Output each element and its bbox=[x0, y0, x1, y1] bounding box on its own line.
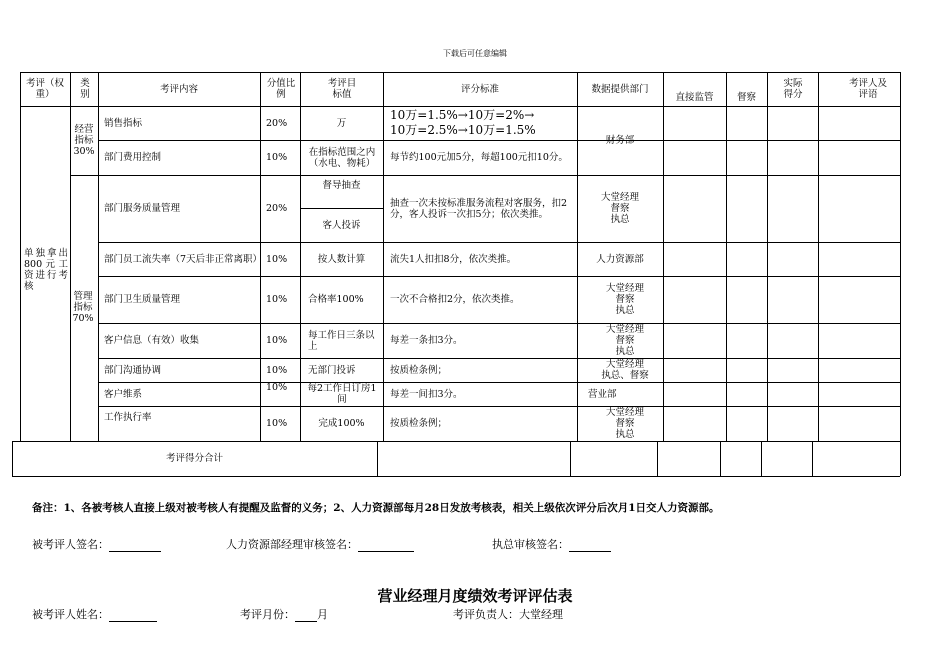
header-category: 类别 bbox=[80, 78, 90, 100]
row-ratio: 10% bbox=[266, 253, 288, 265]
row-target: 万 bbox=[336, 117, 347, 129]
row-ratio: 10% bbox=[266, 152, 288, 163]
row-ratio: 10% bbox=[266, 418, 288, 429]
sign-exec: 执总审核签名： bbox=[492, 536, 611, 552]
category-mgmt: 管理指标70% bbox=[72, 290, 94, 324]
header-supervise: 督察 bbox=[736, 91, 756, 103]
total-label: 考评得分合计 bbox=[165, 453, 223, 464]
row-dept: 大堂经理 督察 执总 bbox=[600, 192, 639, 225]
row-target-b: 客人投诉 bbox=[322, 219, 361, 231]
row-content: 部门费用控制 bbox=[104, 152, 162, 163]
row-standard: 按质检条例； bbox=[390, 418, 448, 429]
row-standard: 10万=1.5%→10万=2%→ 10万=2.5%→10万=1.5% bbox=[390, 108, 536, 137]
form-title: 营业经理月度绩效考评评估表 bbox=[377, 587, 573, 605]
row-standard: 按质检条例； bbox=[390, 364, 448, 376]
row-dept: 大堂经理 执总、督察 bbox=[601, 359, 649, 381]
top-note: 下载后可任意编辑 bbox=[443, 49, 507, 58]
header-reviewer: 考评人及评语 bbox=[848, 78, 887, 100]
row-target-a: 督导抽查 bbox=[322, 179, 361, 191]
footer-month: 考评月份： 月 bbox=[240, 608, 328, 621]
row-ratio: 10% bbox=[266, 381, 288, 393]
header-content: 考评内容 bbox=[159, 83, 198, 95]
row-dept: 营业部 bbox=[588, 388, 617, 400]
row-content: 部门卫生质量管理 bbox=[104, 294, 181, 305]
row-target: 在指标范围之内（水电、物耗） bbox=[308, 146, 376, 169]
row-content: 部门服务质量管理 bbox=[104, 203, 181, 214]
row-dept: 大堂经理 督察 执总 bbox=[605, 407, 644, 440]
row-content: 客户信息（有效）收集 bbox=[104, 335, 200, 346]
header-ratio: 分值比例 bbox=[266, 78, 296, 100]
row-standard: 每差一间扣3分。 bbox=[390, 388, 463, 400]
row-dept: 大堂经理 督察 执总 bbox=[605, 283, 644, 316]
row-ratio: 10% bbox=[266, 294, 288, 305]
row-standard: 抽查一次未按标准服务流程对客服务，扣2分，客人投诉一次扣5分；依次类推。 bbox=[390, 197, 568, 220]
sign-hr-blank[interactable] bbox=[358, 539, 414, 552]
row-content: 部门沟通协调 bbox=[104, 364, 162, 376]
row-standard: 每节约100元加5分，每超100元扣10分。 bbox=[390, 152, 568, 163]
row-target: 按人数计算 bbox=[317, 253, 366, 265]
month-blank[interactable] bbox=[295, 609, 317, 622]
row-target: 每2工作日订房1间 bbox=[307, 383, 377, 405]
header-actual: 实际得分 bbox=[783, 78, 803, 100]
row-dept: 财务部 bbox=[605, 135, 635, 146]
footer-name: 被考评人姓名： bbox=[32, 606, 157, 622]
header-target: 考评目标值 bbox=[327, 78, 357, 100]
footer-owner: 考评负责人：大堂经理 bbox=[453, 608, 563, 621]
remark: 备注：1、各被考核人直接上级对被考核人有提醒及监督的义务；2、人力资源部每月28日发放考核表，相关上级依次评分后次月1日交人力资源部。 bbox=[32, 502, 720, 514]
row-content: 部门员工流失率（7天后非正常离职） bbox=[104, 253, 263, 265]
row-target: 每工作日三条以上 bbox=[308, 329, 375, 352]
row-standard: 一次不合格扣2分，依次类推。 bbox=[390, 294, 520, 305]
row-dept: 大堂经理 督察 执总 bbox=[605, 324, 644, 357]
row-content: 客户维系 bbox=[104, 388, 143, 400]
weight-cell: 单独拿出800元工资进行考核 bbox=[24, 248, 68, 292]
sign-evaluatee-blank[interactable] bbox=[109, 539, 161, 552]
header-direct: 直接监管 bbox=[675, 91, 714, 103]
category-ops: 经营指标30% bbox=[73, 124, 95, 157]
sign-hr: 人力资源部经理审核签名： bbox=[226, 536, 414, 552]
row-content: 销售指标 bbox=[104, 117, 143, 129]
row-content: 工作执行率 bbox=[104, 412, 152, 423]
row-standard: 每差一条扣3分。 bbox=[390, 335, 463, 346]
sign-evaluatee: 被考评人签名： bbox=[32, 536, 161, 552]
sign-exec-blank[interactable] bbox=[569, 539, 611, 552]
row-ratio: 10% bbox=[266, 335, 288, 346]
row-ratio: 20% bbox=[266, 117, 288, 129]
name-blank[interactable] bbox=[109, 609, 157, 622]
row-standard: 流失1人扣扣8分，依次类推。 bbox=[390, 253, 517, 265]
row-target: 完成100% bbox=[318, 418, 365, 429]
header-standard: 评分标准 bbox=[460, 83, 499, 95]
row-target: 合格率100% bbox=[308, 294, 364, 305]
header-weight: 考评（权重） bbox=[25, 78, 64, 100]
header-dept: 数据提供部门 bbox=[591, 83, 649, 95]
row-ratio: 10% bbox=[266, 364, 288, 376]
row-target: 无部门投诉 bbox=[308, 364, 356, 376]
row-dept: 人力资源部 bbox=[596, 253, 644, 265]
row-ratio: 20% bbox=[266, 203, 288, 214]
